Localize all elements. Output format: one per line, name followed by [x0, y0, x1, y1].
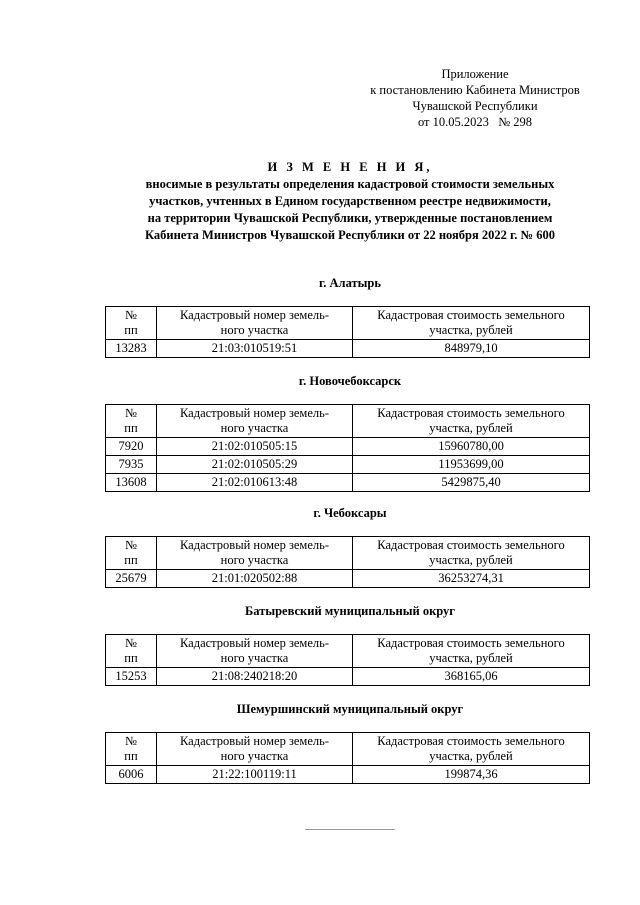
table-row [106, 474, 590, 492]
header-cell-value: Кадастровая стоимость земельного участка, рублей [353, 537, 590, 570]
cell-value: 848979,10 [353, 340, 590, 358]
cell-num: 7935 [106, 456, 157, 474]
cell-cadastral: 21:08:240218:20 [157, 668, 353, 686]
table-header-row [106, 635, 590, 668]
table-row [106, 570, 590, 588]
header-cell-num: № пп [106, 733, 157, 766]
appendix-number: № 298 [498, 115, 533, 129]
cadastral-table [105, 404, 590, 492]
title-line: участков, учтенных в Едином государственном реестре недвижимости, [149, 194, 551, 208]
header-cell-value: Кадастровая стоимость земельного участка, рублей [353, 635, 590, 668]
header-cell-cadastral: Кадастровый номер земель- ного участка [157, 307, 353, 340]
table-row [106, 438, 590, 456]
table-header-row [106, 537, 590, 570]
title-line: вносимые в результаты определения кадастровой стоимости земельных [145, 177, 555, 191]
header-cell-value: Кадастровая стоимость земельного участка, рублей [353, 307, 590, 340]
footer-divider [305, 829, 395, 830]
cadastral-table [105, 306, 590, 358]
table-row [106, 668, 590, 686]
header-cell-cadastral: Кадастровый номер земель- ного участка [157, 733, 353, 766]
cell-num: 15253 [106, 668, 157, 686]
section-heading: г. Алатырь [319, 276, 381, 290]
cell-num: 25679 [106, 570, 157, 588]
header-cell-value: Кадастровая стоимость земельного участка, рублей [353, 405, 590, 438]
header-cell-num: № пп [106, 635, 157, 668]
cell-value: 15960780,00 [353, 438, 590, 456]
cell-cadastral: 21:02:010505:29 [157, 456, 353, 474]
document-title [100, 159, 600, 244]
table-row [106, 456, 590, 474]
header-cell-num: № пп [106, 537, 157, 570]
cell-value: 368165,06 [353, 668, 590, 686]
cell-cadastral: 21:22:100119:11 [157, 766, 353, 784]
table-row [106, 340, 590, 358]
table-header-row [106, 733, 590, 766]
header-cell-cadastral: Кадастровый номер земель- ного участка [157, 635, 353, 668]
cell-cadastral: 21:02:010613:48 [157, 474, 353, 492]
title-line: Кабинета Министров Чувашской Республики от 22 ноября 2022 г. № 600 [145, 228, 555, 242]
cell-cadastral: 21:02:010505:15 [157, 438, 353, 456]
cell-num: 13608 [106, 474, 157, 492]
cell-num: 13283 [106, 340, 157, 358]
cadastral-table [105, 732, 590, 784]
header-cell-cadastral: Кадастровый номер земель- ного участка [157, 405, 353, 438]
cadastral-table [105, 536, 590, 588]
title-line: на территории Чувашской Республики, утвержденные постановлением [147, 211, 553, 225]
appendix-date-line [340, 114, 610, 130]
cell-num: 7920 [106, 438, 157, 456]
section-heading: Шемуршинский муниципальный округ [236, 702, 464, 716]
section-heading: г. Чебоксары [313, 506, 387, 520]
appendix-line: к постановлению Кабинета Министров [370, 83, 580, 97]
appendix-date: от 10.05.2023 [417, 115, 489, 129]
cell-value: 36253274,31 [353, 570, 590, 588]
appendix-header [340, 66, 610, 130]
header-cell-num: № пп [106, 307, 157, 340]
cell-value: 11953699,00 [353, 456, 590, 474]
cadastral-table [105, 634, 590, 686]
header-cell-num: № пп [106, 405, 157, 438]
title-heading: И З М Е Н Е Н И Я, [267, 160, 433, 174]
section-heading: Батыревский муниципальный округ [245, 604, 455, 618]
cell-value: 5429875,40 [353, 474, 590, 492]
cell-num: 6006 [106, 766, 157, 784]
header-cell-cadastral: Кадастровый номер земель- ного участка [157, 537, 353, 570]
cell-value: 199874,36 [353, 766, 590, 784]
cell-cadastral: 21:01:020502:88 [157, 570, 353, 588]
appendix-line: Чувашской Республики [412, 99, 538, 113]
appendix-line: Приложение [441, 67, 509, 81]
table-header-row [106, 405, 590, 438]
cell-cadastral: 21:03:010519:51 [157, 340, 353, 358]
table-header-row [106, 307, 590, 340]
header-cell-value: Кадастровая стоимость земельного участка, рублей [353, 733, 590, 766]
section-heading: г. Новочебоксарск [298, 374, 402, 388]
table-row [106, 766, 590, 784]
